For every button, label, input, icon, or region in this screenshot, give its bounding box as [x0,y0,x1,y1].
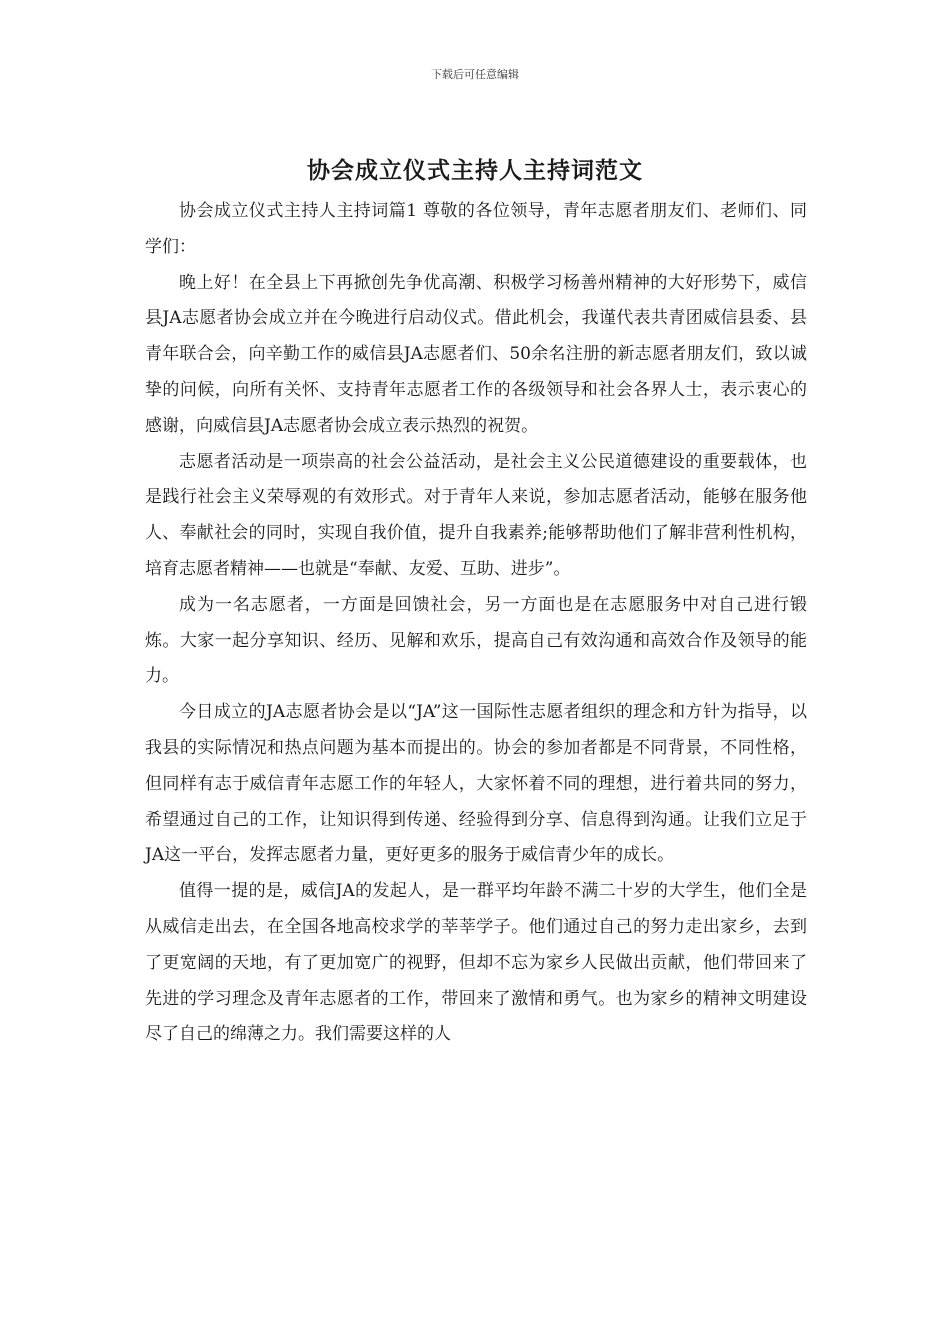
paragraph-1: 协会成立仪式主持人主持词篇1 尊敬的各位领导，青年志愿者朋友们、老师们、同学们： [145,201,807,257]
document-title: 协会成立仪式主持人主持词范文 [307,157,643,184]
header-note: 下载后可任意编辑 [431,68,519,81]
document-body [145,194,807,1053]
paragraph-4: 成为一名志愿者，一方面是回馈社会，另一方面也是在志愿服务中对自己进行锻炼。大家一起分享知识、经历、见解和欢乐，提高自己有效沟通和高效合作及领导的能力。 [145,594,807,687]
paragraph-2: 晚上好！在全县上下再掀创先争优高潮、积极学习杨善州精神的大好形势下，威信县JA志愿者协会成立并在今晚进行启动仪式。借此机会，我谨代表共青团威信县委、县青年联合会，向辛勤工作的威信县JA志愿者们、50余名注册的新志愿者朋友们，致以诚挚的问候，向所有关怀、支持青年志愿者工作的各级领导和社会各界人士，表示衷心的感谢，向威信县JA志愿者协会成立表示热烈的祝贺。 [145,272,807,436]
paragraph-3: 志愿者活动是一项崇高的社会公益活动，是社会主义公民道德建设的重要载体，也是践行社会主义荣辱观的有效形式。对于青年人来说，参加志愿者活动，能够在服务他人、奉献社会的同时，实现自我价值，提升自我素养;能够帮助他们了解非营利性机构，培育志愿者精神——也就是“奉献、友爱、互助、进步”。 [145,451,807,579]
paragraph-6: 值得一提的是，威信JA的发起人，是一群平均年龄不满二十岁的大学生，他们全是从威信走出去，在全国各地高校求学的莘莘学子。他们通过自己的努力走出家乡，去到了更宽阔的天地，有了更加宽广的视野，但却不忘为家乡人民做出贡献，他们带回来了先进的学习理念及青年志愿者的工作，带回来了激情和勇气。也为家乡的精神文明建设尽了自己的绵薄之力。我们需要这样的人 [145,881,807,1045]
paragraph-5: 今日成立的JA志愿者协会是以“JA”这一国际性志愿者组织的理念和方针为指导，以我县的实际情况和热点问题为基本而提出的。协会的参加者都是不同背景，不同性格，但同样有志于威信青年志愿工作的年轻人，大家怀着不同的理想，进行着共同的努力，希望通过自己的工作，让知识得到传递、经验得到分享、信息得到沟通。让我们立足于JA这一平台，发挥志愿者力量，更好更多的服务于威信青少年的成长。 [145,702,807,866]
